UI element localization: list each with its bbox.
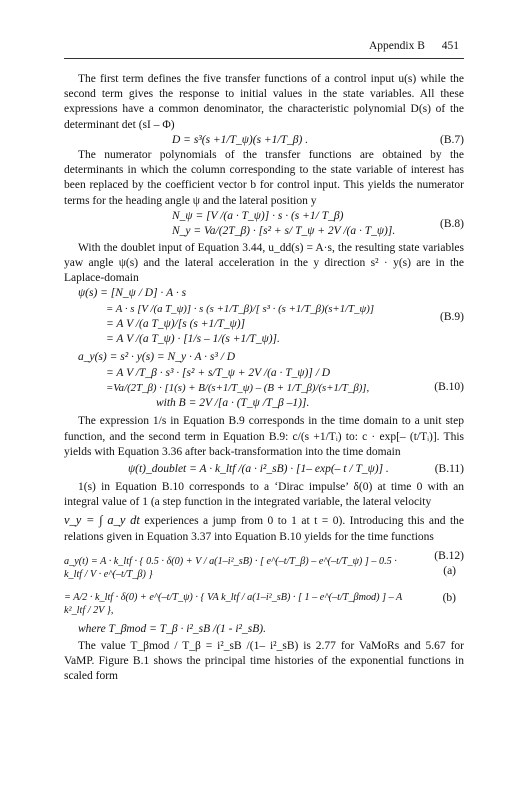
lateral-velocity-integral: v_y = ∫ a_y dt <box>64 513 140 528</box>
equation-b9c: = A V /(a T_ψ)/[s (s +1/T_ψ)] <box>106 317 246 330</box>
where-clause: where T_βmod = T_β · i²_sB /(1 - i²_sB). <box>78 622 266 635</box>
equation-b11-row <box>64 460 464 480</box>
equation-b9-number: (B.9) <box>440 311 464 324</box>
paragraph-4: The expression 1/s in Equation B.9 corresponds in the time domain to a unit step function, and the second term in Equation B.9: c/(s +1/Tᵢ) to: c · exp[– (t/Tᵢ)]. This yields with Equation 3.36 after back-transformation into the time domain <box>64 415 464 458</box>
equation-b10b: = A V /T_β · s³ · [s² + s/T_ψ + 2V /(a · T_ψ)] / D <box>106 366 331 379</box>
equation-b11-number: (B.11) <box>434 463 464 476</box>
equation-b7-row <box>64 133 464 148</box>
equation-b10d-row <box>64 396 464 411</box>
equation-b12b-label: (b) <box>442 591 456 604</box>
equation-b9a-row <box>64 286 464 301</box>
equation-b9b-row <box>64 302 464 317</box>
equation-b9a: ψ(s) = [N_ψ / D] · A · s <box>78 287 187 300</box>
equation-b9-block <box>64 286 464 350</box>
equation-b8b: N_y = Va/(2T_β) · [s² + s/ T_ψ + 2V /(a · T_ψ)]. <box>172 225 396 237</box>
equation-b8b-row <box>64 224 464 239</box>
where-row <box>64 621 464 639</box>
equation-b9d: = A V /(a T_ψ) · [1/s – 1/(s +1/T_ψ)]. <box>106 332 280 345</box>
equation-b10c-row <box>64 381 464 396</box>
paragraph-5: 1(s) in Equation B.10 corresponds to a ‘Dirac impulse’ δ(0) at time 0 with an integral value of 1 (a step function in the integrated variable, the lateral velocity <box>64 481 464 509</box>
equation-b10-block <box>64 350 464 414</box>
equation-b12b-block <box>64 587 464 621</box>
equation-b12a: a_y(t) = A · k_ltf · { 0.5 · δ(0) + V / a(1–i²_sB) · [ e^(–t/T_β) – e^(–t/T_ψ) ] – 0.5 · k_ltf / V · e^(–t/T_β) } <box>64 555 397 580</box>
equation-b7: D = s³(s +1/T_ψ)(s +1/T_β) . <box>172 133 309 146</box>
equation-b10d: with B = 2V /[a · (T_ψ /T_β –1)]. <box>156 396 310 409</box>
paragraph-6: The value T_βmod / T_β = i²_sB /(1– i²_sB) is 2.77 for VaMoRs and 5.67 for VaMP. Figure B.1 shows the principal time histories of the exponential functions in scaled form <box>64 639 464 683</box>
equation-b11: ψ(t)_doublet = A · k_ltf /(a · i²_sB) · [1– exp(– t / T_ψ)] . <box>128 463 389 476</box>
equation-b10c: =Va/(2T_β) · [1(s) + B/(s+1/T_ψ) – (B + 1/T_β)/(s+1/T_β)], <box>106 381 370 394</box>
equation-b9d-row <box>64 332 464 347</box>
equation-b12a-block <box>64 549 464 583</box>
equation-b8a: N_ψ = [V /(a · T_ψ)] · s · (s +1/ T_β) <box>172 209 344 222</box>
header-section: Appendix B <box>368 40 425 52</box>
equation-b9b: = A · s [V /(a T_ψ)] · s (s +1/T_β)/[ s³ · (s +1/T_β)(s+1/T_ψ)] <box>106 302 375 315</box>
equation-b10b-row <box>64 366 464 381</box>
equation-b10a-row <box>64 350 464 365</box>
page-body <box>64 72 464 684</box>
equation-b8-block <box>64 209 464 241</box>
paragraph-2: The numerator polynomials of the transfer functions are obtained by the determinants in which the column corresponding to the state variable of interest has been replaced by the coefficient vector b for control input. This yields the numerator terms for the heading angle ψ and the lateral position y <box>64 149 464 207</box>
equation-b12-number: (B.12) <box>434 549 464 562</box>
paragraph-3: With the doublet input of Equation 3.44, u_dd(s) = A·s, the resulting state variables yaw angle ψ(s) and the lateral acceleration in the y direction s² · y(s) are in the Laplace-domain <box>64 241 464 285</box>
equation-b12b: = A/2 · k_ltf · δ(0) + e^(–t/T_ψ) · { VA k_ltf / a(1–i²_sB) · [ 1 – e^(–t/T_βmod) ] – A k²_ltf / 2V }, <box>64 591 403 616</box>
paragraph-5-continued <box>64 513 464 544</box>
paragraph-1: The first term defines the five transfer functions of a control input u(s) while the second term gives the response to initial values in the state variables. All these expressions have a common denominator, the characteristic polynomial D(s) of the determinant det (sI – Φ) <box>64 73 464 131</box>
paragraph-5-tail: experiences a jump from 0 to 1 at t = 0). Introducing this and the relations given in Equation 3.37 into Equation B.10 yields for the time functions <box>64 515 464 543</box>
equation-b10-number: (B.10) <box>434 381 464 394</box>
equation-b8a-row <box>64 209 464 224</box>
equation-b8-number: (B.8) <box>440 217 464 230</box>
header-page-number: 451 <box>441 40 459 52</box>
equation-b12a-label: (a) <box>443 564 456 577</box>
header-rule <box>64 58 464 59</box>
equation-b9c-row <box>64 317 464 332</box>
equation-b7-number: (B.7) <box>440 133 464 146</box>
equation-b10a: a_y(s) = s² · y(s) = N_y · A · s³ / D <box>78 351 236 364</box>
running-header <box>355 40 459 52</box>
